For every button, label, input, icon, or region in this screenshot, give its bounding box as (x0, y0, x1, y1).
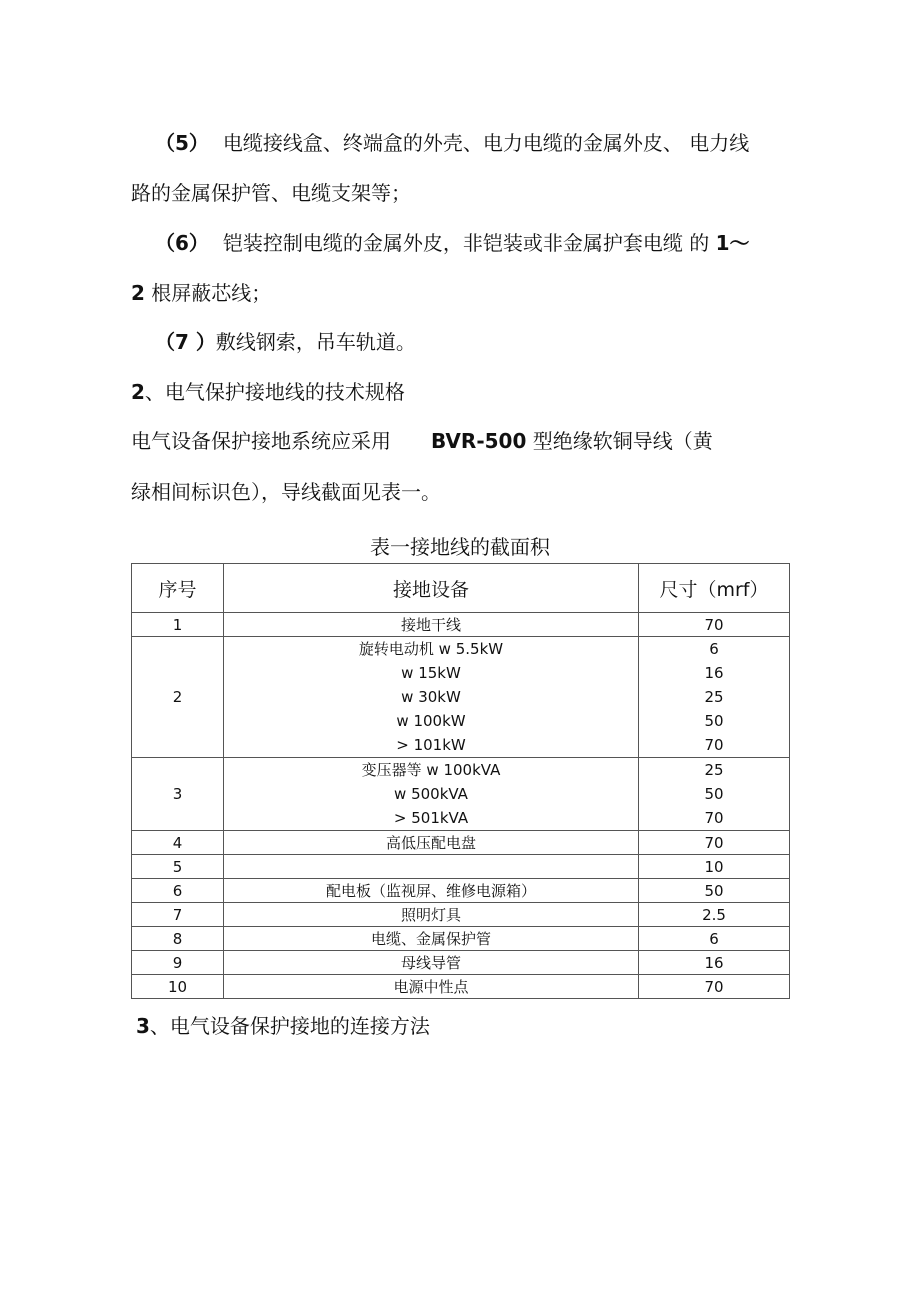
row-number: 1 (132, 613, 224, 637)
row-size: 70 (639, 831, 790, 855)
header-size: 尺寸（mrf） (639, 564, 790, 613)
table-caption: 表一接地线的截面积 (370, 535, 550, 559)
row-size: 16 (639, 951, 790, 975)
item-5 (155, 131, 749, 155)
body-line-1-c: 型绝缘软铜导线（黄 (532, 429, 713, 453)
equipment-line: 旋转电动机 w 5.5kW (358, 640, 504, 658)
table-row (132, 975, 790, 999)
size-line: 50 (704, 785, 724, 803)
section-2-title: 、电气保护接地线的技术规格 (144, 380, 405, 404)
item-6-cont-text: 根屏蔽芯线； (151, 281, 272, 305)
row-number: 8 (132, 927, 224, 951)
body-line-1-model: BVR-500 (431, 429, 527, 453)
table-row (132, 758, 790, 831)
row-size: 10 (639, 855, 790, 879)
row-size: 70 (639, 613, 790, 637)
row-equipment: 电缆、金属保护管 (224, 927, 639, 951)
row-equipment (224, 637, 639, 758)
row-size (639, 758, 790, 831)
section-2-number: 2 (131, 380, 145, 404)
item-7 (155, 330, 416, 354)
item-6-tail: 1〜 (715, 231, 750, 255)
row-size: 70 (639, 975, 790, 999)
item-7-number: （7 ） (155, 330, 216, 354)
header-equipment: 接地设备 (224, 564, 639, 613)
table-header-row (132, 564, 790, 613)
size-line: 25 (704, 761, 724, 779)
table-row (132, 879, 790, 903)
equipment-line: 变压器等 w 100kVA (361, 761, 501, 779)
row-number: 6 (132, 879, 224, 903)
section-3-title: 、电气设备保护接地的连接方法 (149, 1014, 430, 1038)
equipment-line: w 30kW (401, 688, 461, 706)
row-size: 2.5 (639, 903, 790, 927)
section-3-heading (136, 1014, 430, 1038)
equipment-line: w 15kW (401, 664, 461, 682)
size-line: 25 (704, 688, 724, 706)
section-3-number: 3 (136, 1014, 150, 1038)
row-number: 5 (132, 855, 224, 879)
body-line-2: 绿相间标识色），导线截面见表一。 (131, 480, 441, 504)
equipment-line: w 500kVA (394, 785, 468, 803)
item-6-cont-number: 2 (131, 281, 145, 305)
table-row (132, 855, 790, 879)
row-equipment (224, 758, 639, 831)
row-size: 50 (639, 879, 790, 903)
item-6-number: （6） (155, 231, 209, 255)
size-line: 70 (704, 736, 724, 754)
grounding-table (131, 563, 790, 999)
item-6-continuation (131, 281, 271, 305)
item-5-text: 电缆接线盒、终端盒的外壳、电力电缆的金属外皮、 电力线 (222, 131, 750, 155)
table-row (132, 831, 790, 855)
item-7-text: 敷线钢索，吊车轨道。 (215, 330, 416, 354)
row-equipment: 接地干线 (224, 613, 639, 637)
row-number: 2 (132, 637, 224, 758)
body-line-1-a: 电气设备保护接地系统应采用 (131, 429, 391, 453)
item-6 (155, 231, 750, 255)
table-row (132, 613, 790, 637)
row-number: 4 (132, 831, 224, 855)
row-size (639, 637, 790, 758)
size-line: 70 (704, 809, 724, 827)
row-number: 3 (132, 758, 224, 831)
item-5-continuation: 路的金属保护管、电缆支架等； (131, 181, 411, 205)
table-row (132, 903, 790, 927)
row-size: 6 (639, 927, 790, 951)
equipment-line: > 101kW (396, 736, 466, 754)
item-5-number: （5） (155, 131, 209, 155)
table-row (132, 951, 790, 975)
item-6-text: 铠装控制电缆的金属外皮，非铠装或非金属护套电缆 的 (222, 231, 710, 255)
size-line: 6 (709, 640, 719, 658)
row-equipment (224, 855, 639, 879)
size-line: 16 (704, 664, 724, 682)
equipment-line: w 100kW (396, 712, 466, 730)
row-equipment: 配电板（监视屏、维修电源箱） (224, 879, 639, 903)
equipment-line: > 501kVA (393, 809, 469, 827)
row-equipment: 电源中性点 (224, 975, 639, 999)
row-equipment: 照明灯具 (224, 903, 639, 927)
table-row (132, 927, 790, 951)
table-row (132, 637, 790, 758)
body-line-1 (131, 429, 713, 453)
row-number: 10 (132, 975, 224, 999)
section-2-heading (131, 380, 405, 404)
row-number: 9 (132, 951, 224, 975)
row-equipment: 高低压配电盘 (224, 831, 639, 855)
row-number: 7 (132, 903, 224, 927)
size-line: 50 (704, 712, 724, 730)
header-no: 序号 (132, 564, 224, 613)
row-equipment: 母线导管 (224, 951, 639, 975)
